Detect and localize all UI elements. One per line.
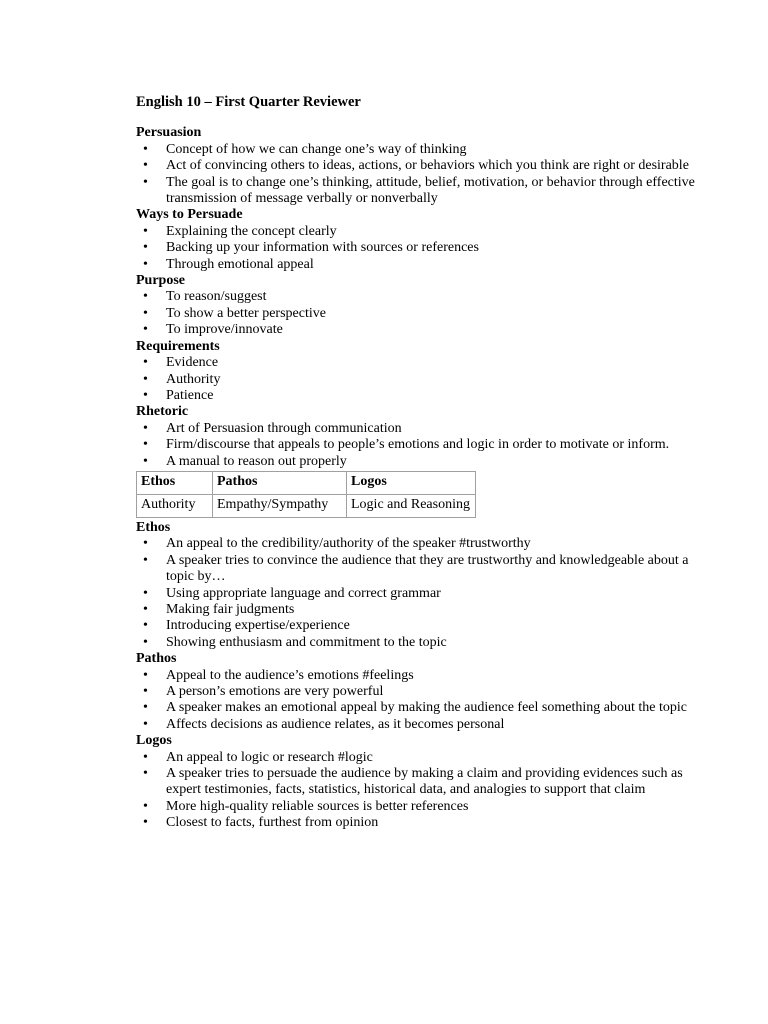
list-item-text: Art of Persuasion through communication [166, 420, 402, 436]
list-item-text: To improve/innovate [166, 322, 283, 338]
list-item [136, 306, 696, 322]
list-item-text: To show a better perspective [166, 305, 326, 321]
list-item-text: Explaining the concept clearly [166, 223, 337, 239]
bullet-list [136, 750, 696, 832]
section-heading: Persuasion [136, 125, 202, 141]
list-item-text: Closest to facts, furthest from opinion [166, 815, 379, 831]
section-heading: Rhetoric [136, 404, 189, 420]
table-header-cell: Pathos [213, 471, 347, 494]
list-item [136, 437, 696, 453]
list-item-text: Through emotional appeal [166, 256, 314, 272]
table-cell: Authority [137, 494, 213, 517]
bullet-icon: • [143, 667, 148, 683]
list-item-text: Showing enthusiasm and commitment to the topic [166, 634, 447, 650]
bullet-icon: • [143, 223, 148, 239]
list-item [136, 355, 696, 371]
bullet-icon: • [143, 420, 148, 436]
list-item-text: A speaker tries to persuade the audience by making a claim and providing evidences such as expert testimonies, facts, statistics, historical data, and analogies to support that claim [166, 766, 683, 798]
list-item [136, 766, 696, 799]
list-item [136, 240, 696, 256]
bullet-icon: • [143, 387, 148, 403]
list-item-text: Appeal to the audience’s emotions #feelings [166, 667, 414, 683]
bullet-list [136, 536, 696, 651]
list-item [136, 175, 696, 208]
bullet-icon: • [143, 536, 148, 552]
bullet-icon: • [143, 601, 148, 617]
list-item-text: Introducing expertise/experience [166, 618, 350, 634]
document-page [136, 94, 696, 832]
list-item [136, 602, 696, 618]
bullet-icon: • [143, 700, 148, 716]
bullet-icon: • [143, 240, 148, 256]
list-item [136, 158, 696, 174]
list-item-text: Firm/discourse that appeals to people’s emotions and logic in order to motivate or inform. [166, 437, 670, 453]
section-heading: Purpose [136, 273, 185, 289]
table-cell: Logic and Reasoning [347, 494, 476, 517]
list-item-text: A person’s emotions are very powerful [166, 684, 384, 699]
section-purpose [136, 273, 696, 339]
bullet-icon: • [143, 141, 148, 157]
list-item-text: Using appropriate language and correct grammar [166, 585, 441, 601]
bullet-icon: • [143, 289, 148, 305]
section-pathos [136, 651, 696, 733]
bullet-icon: • [143, 256, 148, 272]
bullet-icon: • [143, 305, 148, 321]
list-item [136, 750, 696, 766]
list-item [136, 421, 696, 437]
bullet-icon: • [143, 684, 148, 699]
bullet-list [136, 421, 696, 470]
section-requirements [136, 339, 696, 405]
section-heading: Ethos [136, 519, 171, 535]
document-title: English 10 – First Quarter Reviewer [136, 94, 361, 110]
list-item-text: The goal is to change one’s thinking, attitude, belief, motivation, or behavior through effective transmission of message verbally or nonverbally [166, 174, 695, 207]
section-ways-to-persuade [136, 207, 696, 273]
list-item [136, 618, 696, 634]
bullet-icon: • [143, 158, 148, 174]
section-ethos [136, 520, 696, 651]
list-item-text: A speaker makes an emotional appeal by making the audience feel something about the topic [166, 700, 687, 716]
bullet-icon: • [143, 634, 148, 650]
list-item [136, 142, 696, 158]
sections-after-table [136, 520, 696, 832]
list-item [136, 553, 696, 586]
table-cell: Empathy/Sympathy [213, 494, 347, 517]
bullet-icon: • [143, 798, 148, 814]
list-item-text: An appeal to the credibility/authority of the speaker #trustworthy [166, 536, 531, 552]
section-heading: Pathos [136, 651, 177, 667]
section-heading: Logos [136, 733, 172, 749]
table-row [137, 494, 476, 517]
list-item-text: Evidence [166, 355, 219, 371]
list-item [136, 684, 696, 700]
bullet-list [136, 289, 696, 338]
list-item [136, 635, 696, 651]
bullet-list [136, 142, 696, 208]
table-header-cell: Ethos [137, 471, 213, 494]
bullet-icon: • [143, 371, 148, 387]
list-item-text: Authority [166, 371, 221, 387]
bullet-icon: • [143, 437, 148, 453]
list-item [136, 799, 696, 815]
section-rhetoric [136, 404, 696, 470]
bullet-icon: • [143, 174, 148, 190]
list-item-text: Backing up your information with sources or references [166, 240, 479, 256]
section-heading: Requirements [136, 338, 220, 354]
list-item [136, 815, 696, 831]
list-item-text: Concept of how we can change one’s way of thinking [166, 141, 467, 157]
bullet-icon: • [143, 815, 148, 831]
list-item [136, 700, 696, 716]
section-persuasion [136, 125, 696, 207]
list-item-text: A manual to reason out properly [166, 453, 347, 469]
bullet-icon: • [143, 749, 148, 765]
appeals-table [136, 471, 476, 518]
bullet-list [136, 355, 696, 404]
bullet-icon: • [143, 453, 148, 469]
list-item [136, 322, 696, 338]
bullet-icon: • [143, 618, 148, 634]
bullet-icon: • [143, 766, 148, 782]
list-item [136, 668, 696, 684]
table-header-row [137, 471, 476, 494]
bullet-icon: • [143, 552, 148, 568]
list-item [136, 289, 696, 305]
list-item [136, 454, 696, 470]
list-item-text: More high-quality reliable sources is better references [166, 798, 469, 814]
list-item-text: Act of convincing others to ideas, actions, or behaviors which you think are right or desirable [166, 158, 689, 174]
section-heading: Ways to Persuade [136, 207, 243, 223]
list-item [136, 536, 696, 552]
section-logos [136, 733, 696, 831]
list-item-text: Affects decisions as audience relates, as it becomes personal [166, 716, 505, 732]
bullet-list [136, 224, 696, 273]
bullet-icon: • [143, 585, 148, 601]
sections-before-table [136, 125, 696, 470]
list-item-text: Patience [166, 387, 214, 403]
list-item [136, 717, 696, 733]
list-item [136, 586, 696, 602]
bullet-icon: • [143, 355, 148, 371]
list-item-text: An appeal to logic or research #logic [166, 749, 373, 765]
list-item [136, 257, 696, 273]
bullet-icon: • [143, 716, 148, 732]
bullet-icon: • [143, 322, 148, 338]
list-item-text: A speaker tries to convince the audience that they are trustworthy and knowledgeable about a topic by… [166, 552, 689, 585]
list-item [136, 372, 696, 388]
list-item [136, 224, 696, 240]
list-item-text: To reason/suggest [166, 289, 267, 305]
list-item-text: Making fair judgments [166, 601, 295, 617]
bullet-list [136, 668, 696, 734]
table-header-cell: Logos [347, 471, 476, 494]
list-item [136, 388, 696, 404]
